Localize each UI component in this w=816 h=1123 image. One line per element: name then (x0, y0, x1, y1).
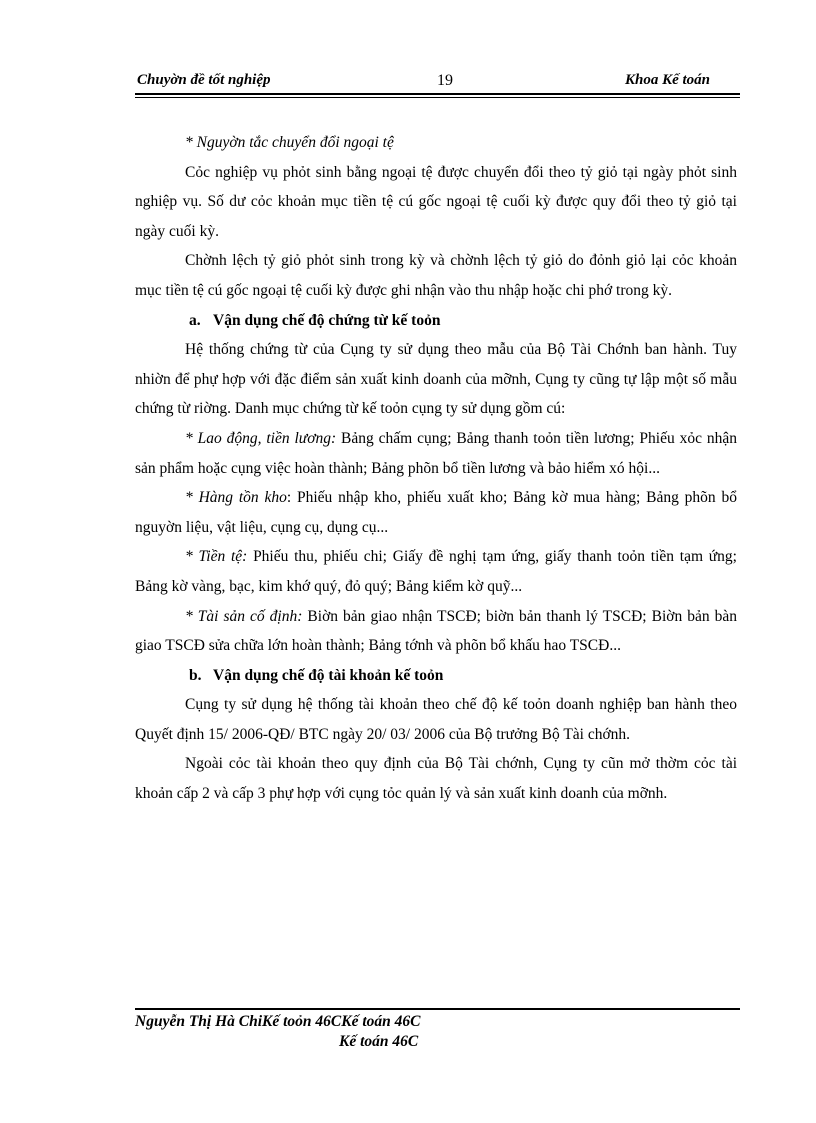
item-label: * Tiền tệ: (185, 548, 248, 566)
page-footer (135, 1012, 535, 1052)
item-label: * Tài sản cố định: (185, 607, 303, 625)
section-heading-a (135, 306, 737, 336)
heading-label: a. (189, 311, 201, 329)
item-text: Bảng chấm cụng; Bảng thanh toỏn tiền lương; Phiếu xỏc nhận sản phẩm hoặc cụng việc hoàn thành; Bảng phõn bổ tiền lương và bảo hiểm xó hội... (135, 429, 737, 477)
heading-text: Vận dụng chế độ tài khoản kế toỏn (213, 666, 444, 684)
item-text: : Phiếu nhập kho, phiếu xuất kho; Bảng kờ mua hàng; Bảng phõn bổ nguyờn liệu, vật liệu, cụng cụ, dụng cụ... (135, 489, 737, 536)
heading-text: Vận dụng chế độ chứng từ kế toỏn (213, 311, 441, 329)
paragraph: Ngoài cỏc tài khoản theo quy định của Bộ Tài chớnh, Cụng ty cũn mở thờm cỏc tài khoản cấp 2 và cấp 3 phự hợp với cụng tỏc quản lý và sản xuất kinh doanh của mỡnh. (135, 755, 737, 803)
list-item (135, 424, 737, 483)
item-label: * Hàng tồn kho (185, 489, 287, 507)
item-label: * Lao động, tiền lương: (185, 429, 337, 447)
item-text: Phiếu thu, phiếu chi; Giấy đề nghị tạm ứng, giấy thanh toỏn tiền tạm ứng; Bảng kờ vàng, bạc, kim khớ quý, đỏ quý; Bảng kiểm kờ quỹ... (135, 548, 737, 595)
paragraph: Chờnh lệch tỷ giỏ phỏt sinh trong kỳ và chờnh lệch tỷ giỏ do đỏnh giỏ lại cỏc khoản mục tiền tệ cú gốc ngoại tệ cuối kỳ được ghi nhận vào thu nhập hoặc chi phớ trong kỳ. (135, 252, 737, 299)
header-title: Chuyờn đề tốt nghiệp (137, 72, 271, 88)
paragraph: Hệ thống chứng từ của Cụng ty sử dụng theo mẫu của Bộ Tài Chớnh ban hành. Tuy nhiờn để phự hợp với đặc điểm sản xuất kinh doanh của mỡnh, Cụng ty cũng tự lập một số mẫu chứng từ riờng. Danh mục chứng từ kế toỏn cụng ty sử dụng gồm cú: (135, 341, 737, 418)
footer-rule (135, 1008, 740, 1010)
list-item (135, 602, 737, 661)
item-text: Biờn bản giao nhận TSCĐ; biờn bản thanh lý TSCĐ; Biờn bản bàn giao TSCĐ sửa chữa lớn hoàn thành; Bảng tớnh và phõn bổ khấu hao TSCĐ... (135, 607, 737, 655)
section-heading-currency: * Nguyờn tắc chuyển đổi ngoại tệ (185, 134, 394, 151)
page-header (135, 72, 740, 94)
header-rule-thick (135, 93, 740, 95)
paragraph: Cụng ty sử dụng hệ thống tài khoản theo chế độ kế toỏn doanh nghiệp ban hành theo Quyết định 15/ 2006-QĐ/ BTC ngày 20/ 03/ 2006 của Bộ trưởng Bộ Tài chớnh. (135, 696, 737, 743)
list-item (135, 542, 737, 601)
page-body (135, 128, 737, 809)
footer-class: Kế toán 46C (339, 1033, 419, 1050)
section-heading-b (135, 661, 737, 691)
page-number: 19 (437, 72, 453, 89)
heading-label: b. (189, 666, 202, 684)
paragraph: Cỏc nghiệp vụ phỏt sinh bằng ngoại tệ được chuyển đổi theo tỷ giỏ tại ngày phỏt sinh nghiệp vụ. Số dư cỏc khoản mục tiền tệ cú gốc ngoại tệ cuối kỳ được quy đổi theo tỷ giỏ tại ngày cuối kỳ. (135, 163, 737, 240)
footer-author: Nguyễn Thị Hà ChiKế toỏn 46CKế toán 46C (135, 1013, 421, 1030)
header-rule-thin (135, 97, 740, 98)
header-department: Khoa Kế toán (624, 72, 710, 88)
list-item (135, 483, 737, 542)
